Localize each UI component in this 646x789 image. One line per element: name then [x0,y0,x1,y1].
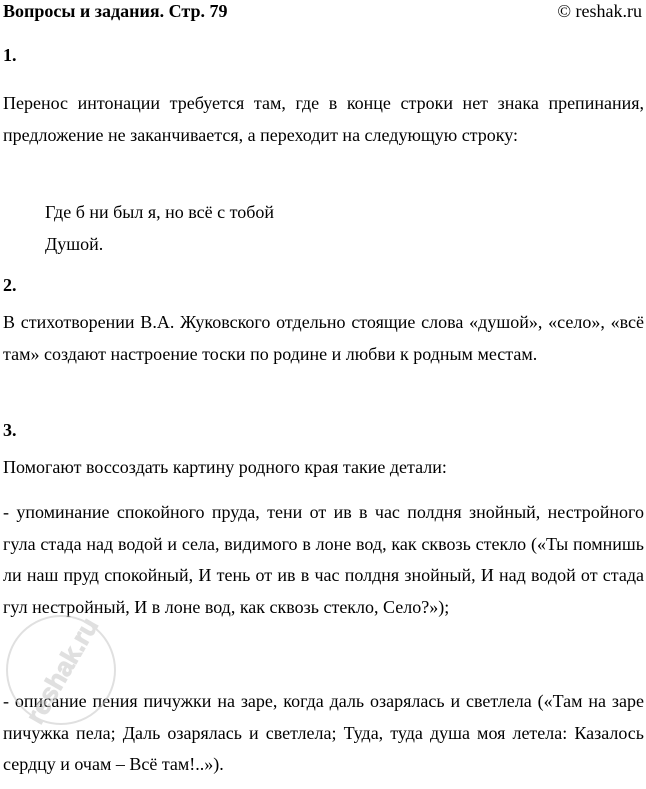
section-2-number: 2. [3,275,17,295]
document-page [3,0,644,789]
section-1-number: 1. [3,45,17,65]
verse-line-2: Душой. [45,234,104,254]
section-3-number: 3. [3,420,17,440]
verse-line-1: Где б ни был я, но всё с тобой [45,202,275,222]
section-3-item-1: - упоминание спокойного пруда, тени от ив в час полдня знойный, нестройного гула стада над водой и села, видимого в лоне вод, как сквозь стекло («Ты помнишь ли наш пруд спокойный, И тень от ив в час полдня знойный, И над водой от стада гул нестройный, И в лоне вод, как сквозь стекло, Село?»); [3,502,644,617]
section-3-item-2: - описание пения пичужки на заре, когда даль озарялась и светлела («Там на заре пичужка пела; Даль озарялась и светлела; Туда, туда душа моя летела: Казалось сердцу и очам – Всё там!..»). [3,691,644,774]
section-1-paragraph: Перенос интонации требуется там, где в конце строки нет знака препинания, предложение не заканчивается, а переходит на следующую строку: [3,93,644,145]
section-3-intro: Помогают воссоздать картину родного края такие детали: [3,457,447,477]
section-2-paragraph: В стихотворении В.А. Жуковского отдельно стоящие слова «душой», «село», «всё там» создают настроение тоски по родине и любви к родным местам. [3,312,644,364]
site-credit: © reshak.ru [557,1,642,21]
page-header [3,0,644,24]
page-title: Вопросы и задания. Стр. 79 [3,1,228,21]
svg-text:reshak.ru: reshak.ru [19,612,105,729]
